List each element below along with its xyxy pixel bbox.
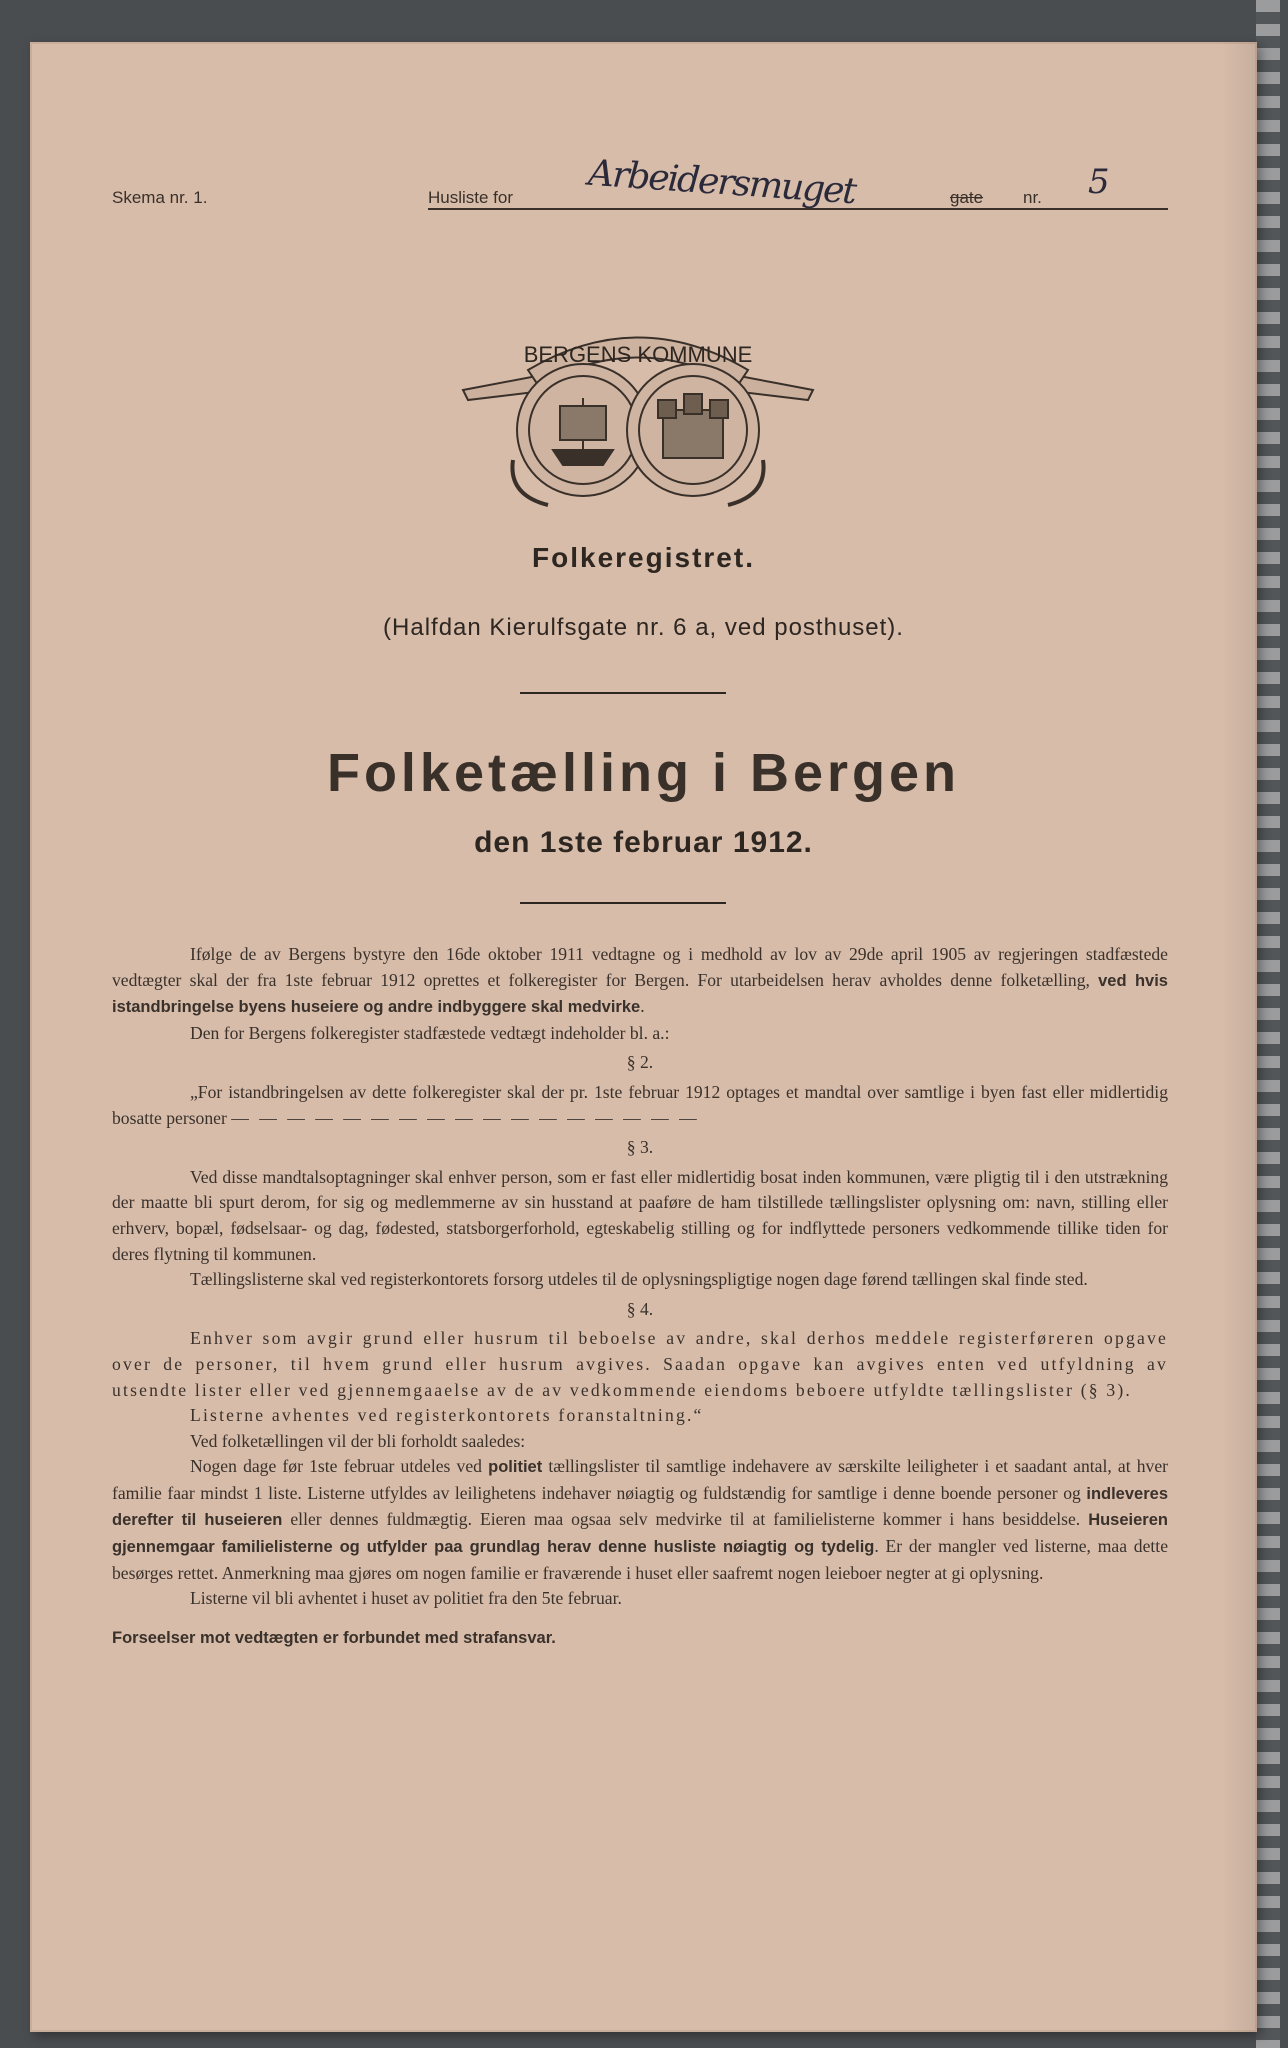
section-4-heading: § 4. [626,1298,654,1319]
procedure-bold-police: politiet [488,1458,543,1477]
divider-top [520,692,726,694]
nr-label: nr. [1023,188,1042,207]
handwritten-house-number: 5 [1088,162,1110,202]
procedure-bold-deliver: indleveres derefter til huseieren [112,1484,1168,1530]
emblem-banner-text: BERGENS KOMMUNE [523,342,753,367]
procedure-bold-owner: Huseieren gjennemgaar familielisterne og utfylder paa grundlag herav denne husliste nøiagtig og tydelig [112,1511,1168,1557]
procedure-text-c: tællingslister til samtlige indehavere av særskilte leiligheter i et saadant antal, at hver familie faar mindst 1 liste. Listerne utfyldes av leilighetens indehaver nøiagtig og fuldstændig for samtlige i denne boende personer og [112,1456,1169,1503]
scale-ruler [1256,0,1280,2048]
husliste-label: Husliste for [428,188,514,207]
section-2-body: „For istandbringelsen av dette folkeregister skal der pr. 1ste februar 1912 optages et mandtal over samtlige i byen fast eller midlertidig bosatte personer [112,1081,1168,1128]
regulations-text [112,942,1168,1651]
procedure-text-g: . Er der mangler ved listerne, maa dette besørges rettet. Anmerkning maa gjøres om nogen familie er fraværende i huset eller saafremt nogen leieboer negter at gi oplysning. [112,1536,1168,1583]
section-3-paragraph-2: Tællingslisterne skal ved registerkontorets forsorg utdeles til de oplysningspligtige nogen dage førend tællingen skal finde sted. [190,1269,1088,1290]
procedure-paragraph [112,1454,1168,1586]
schema-number: Skema nr. 1. [112,188,208,207]
gate-label: gate [950,188,984,207]
registry-name: Folkeregistret. [532,542,755,573]
section-3-heading: § 3. [626,1137,654,1158]
census-date: den 1ste februar 1912. [474,826,813,859]
intro-end: . [640,996,645,1017]
procedure-intro: Ved folketællingen vil der bli forholdt saaledes: [190,1430,526,1451]
penalty-notice: Forseelser mot vedtægten er forbundet med strafansvar. [112,1628,556,1647]
intro-text: Ifølge de av Bergens bystyre den 16de oktober 1911 vedtagne og i medhold av lov av 29de april 1905 av regjeringen stadfæstede vedtægter skal der fra 1ste februar 1912 oprettes et folkeregister for Bergen. For utarbeidelsen herav avholdes denne folketælling, [112,944,1168,990]
section-2-dashes: — — — — — — — — — — — — — — — — — [231,1107,700,1128]
handwritten-street: Arbeidersmuget [586,152,857,213]
page-title: Folketælling i Bergen [326,743,961,803]
intro-paragraph-2: Den for Bergens folkeregister stadfæstede vedtægt indeholder bl. a.: [190,1022,670,1043]
household-list-line [428,152,1168,213]
procedure-text-a: Nogen dage før 1ste februar utdeles ved [190,1456,482,1477]
registry-address: (Halfdan Kierulfsgate nr. 6 a, ved posthuset). [383,614,904,641]
section-4-paragraph-1: Enhver som avgir grund eller husrum til beboelse av andre, skal derhos meddele registerføreren opgave over de personer, til hvem grund eller husrum avgives. Saadan opgave kan avgives enten ved utfyldning av utsendte lister eller ved gjennemgaaelse av de av vedkommende eiendoms beboere utfyldte tællingslister (§ 3). [112,1328,1168,1400]
section-2-heading: § 2. [626,1052,654,1073]
bergen-kommune-emblem [458,310,818,510]
intro-paragraph [112,942,1168,1021]
intro-bold-text: ved hvis istandbringelse byens huseiere og andre indbyggere skal medvirke [112,971,1168,1017]
pickup-notice: Listerne vil bli avhentet i huset av politiet fra den 5te februar. [190,1588,622,1609]
section-4-paragraph-2: Listerne avhentes ved registerkontorets foranstaltning.“ [190,1405,704,1426]
census-form-page [30,42,1257,2032]
procedure-text-e: eller dennes fuldmægtig. Eieren maa ogsaa selv medvirke til at familielisterne kommer i hans besiddelse. [290,1509,1081,1530]
section-3-paragraph-1: Ved disse mandtalsoptagninger skal enhver person, som er fast eller midlertidig bosat inden kommunen, være pligtig til i den utstrækning der maatte bli spurt derom, for sig og medlemmerne av sin husstand at paaføre de ham tilstillede tællingslister oplysning om: navn, stilling eller erhverv, bopæl, fødselsaar- og dag, fødested, statsborgerforhold, egteskabelig stilling og for indflyttede personers vedkommende tillike tiden for deres flytning til kommunen. [112,1166,1168,1264]
divider-bottom [520,902,726,904]
section-2-text [112,1080,1168,1131]
